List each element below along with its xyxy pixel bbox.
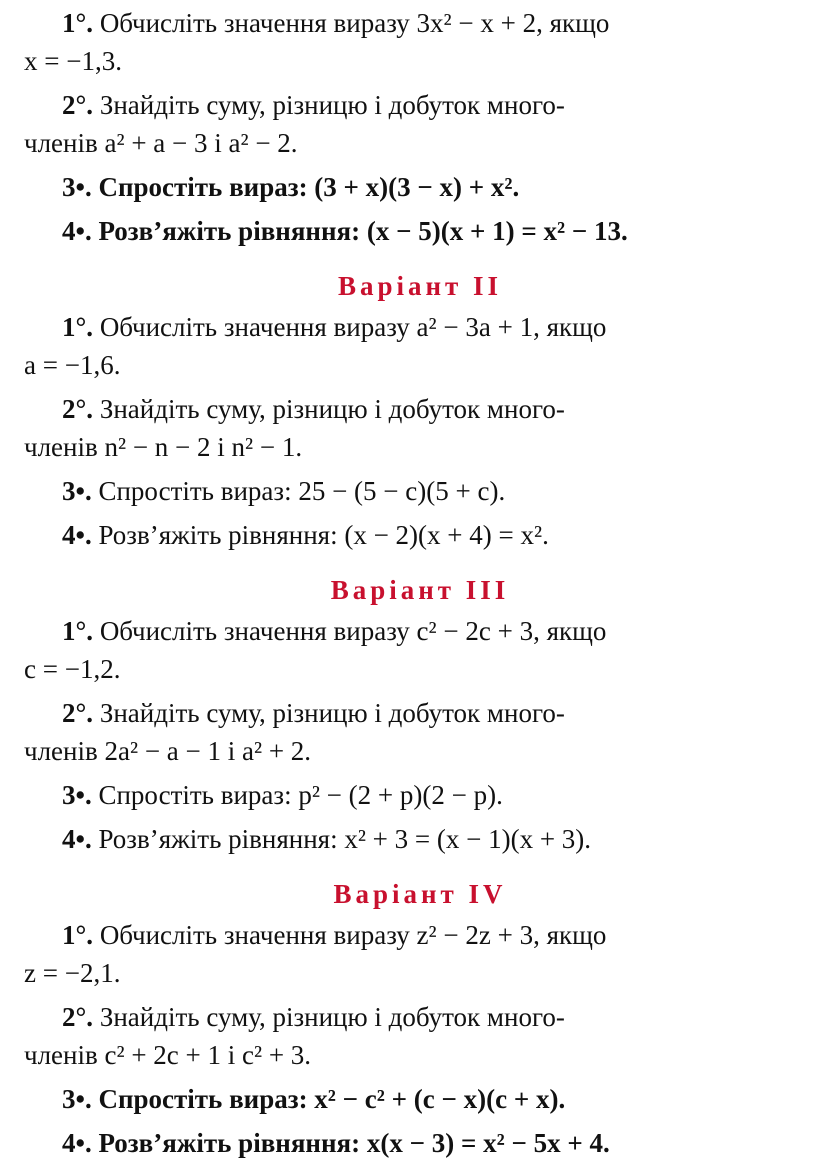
task-tail: x = −1,3. [24, 46, 122, 76]
task-tail: членів 2a² − a − 1 і a² + 2. [24, 736, 312, 766]
task-number: 1°. [62, 920, 94, 950]
task-2 [24, 390, 816, 466]
task-text: Обчисліть значення виразу z² − 2z + 3, якщо [99, 920, 607, 950]
task-3 [24, 472, 816, 510]
task-number: 4•. [62, 520, 92, 550]
task-tail: членів c² + 2c + 1 і c² + 3. [24, 1040, 312, 1070]
task-text: Обчисліть значення виразу a² − 3a + 1, якщо [99, 312, 607, 342]
task-number: 1°. [62, 616, 94, 646]
task-text: Розв’яжіть рівняння: x² + 3 = (x − 1)(x + 3). [98, 824, 592, 854]
task-2 [24, 694, 816, 770]
task-number: 3•. [62, 172, 92, 202]
task-1 [24, 916, 816, 992]
variant-4-section [24, 876, 816, 1162]
task-1 [24, 308, 816, 384]
task-text: Знайдіть суму, різницю і добуток много- [99, 90, 565, 120]
task-number: 3•. [62, 1084, 92, 1114]
task-number: 3•. [62, 476, 92, 506]
task-number: 2°. [62, 698, 94, 728]
task-text: Обчисліть значення виразу 3x² − x + 2, якщо [99, 8, 610, 38]
task-text: Розв’яжіть рівняння: (x − 5)(x + 1) = x² − 13. [98, 216, 628, 246]
worksheet-page [24, 4, 816, 1168]
task-number: 1°. [62, 312, 94, 342]
variant-3-section [24, 572, 816, 858]
task-tail: членів a² + a − 3 і a² − 2. [24, 128, 298, 158]
task-3 [24, 1080, 816, 1118]
task-tail: членів n² − n − 2 і n² − 1. [24, 432, 303, 462]
task-text: Обчисліть значення виразу c² − 2c + 3, якщо [99, 616, 607, 646]
task-4 [24, 516, 816, 554]
task-number: 4•. [62, 824, 92, 854]
task-text: Спростіть вираз: x² − c² + (c − x)(c + x). [98, 1084, 566, 1114]
variant-title: Варіант ІІ [337, 271, 503, 301]
task-2 [24, 998, 816, 1074]
task-tail: z = −2,1. [24, 958, 121, 988]
task-3 [24, 776, 816, 814]
task-text: Знайдіть суму, різницю і добуток много- [99, 394, 565, 424]
task-number: 4•. [62, 216, 92, 246]
task-number: 2°. [62, 394, 94, 424]
task-1 [24, 4, 816, 80]
variant-2-section [24, 268, 816, 554]
task-number: 4•. [62, 1128, 92, 1158]
variant-title: Варіант ІІІ [330, 575, 510, 605]
task-4 [24, 212, 816, 250]
task-text: Знайдіть суму, різницю і добуток много- [99, 1002, 565, 1032]
task-text: Знайдіть суму, різницю і добуток много- [99, 698, 565, 728]
task-4 [24, 1124, 816, 1162]
task-text: Спростіть вираз: 25 − (5 − c)(5 + c). [98, 476, 506, 506]
task-3 [24, 168, 816, 206]
task-number: 1°. [62, 8, 94, 38]
task-text: Розв’яжіть рівняння: x(x − 3) = x² − 5x + 4. [98, 1128, 610, 1158]
task-number: 2°. [62, 90, 94, 120]
task-text: Спростіть вираз: (3 + x)(3 − x) + x². [98, 172, 520, 202]
task-tail: c = −1,2. [24, 654, 121, 684]
task-4 [24, 820, 816, 858]
task-text: Спростіть вираз: p² − (2 + p)(2 − p). [98, 780, 503, 810]
task-tail: a = −1,6. [24, 350, 121, 380]
task-number: 2°. [62, 1002, 94, 1032]
task-2 [24, 86, 816, 162]
task-1 [24, 612, 816, 688]
variant-1-section [24, 4, 816, 250]
task-text: Розв’яжіть рівняння: (x − 2)(x + 4) = x². [98, 520, 549, 550]
task-number: 3•. [62, 780, 92, 810]
variant-title: Варіант IV [333, 879, 507, 909]
